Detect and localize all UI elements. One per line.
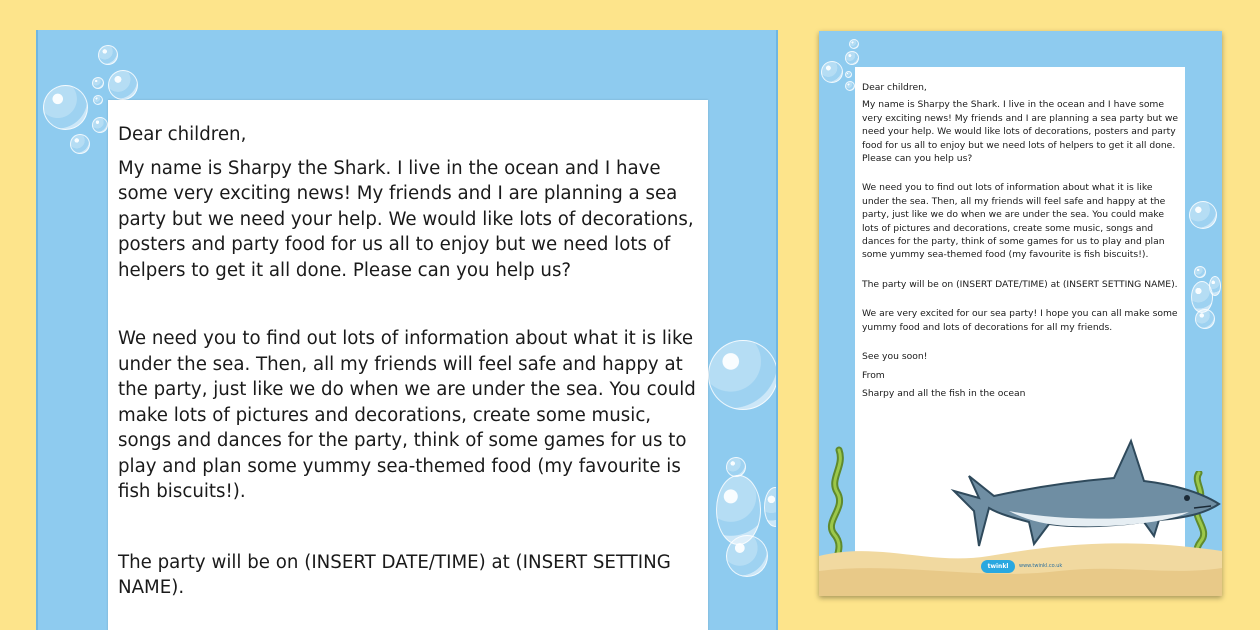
shark-icon <box>949 436 1222 566</box>
letter-paper-zoomed <box>108 100 708 630</box>
bubble-icon <box>92 117 108 133</box>
bubble-icon <box>845 71 852 78</box>
bubble-icon <box>1194 266 1206 278</box>
letter-body-zoomed <box>118 122 698 601</box>
letter-paragraph: My name is Sharpy the Shark. I live in the ocean and I have some very exciting news! My friends and I are planning a sea party but we need your help. We would like lots of decorations, posters and party food for us all to enjoy but we need lots of helpers to get it all done. Please can you help us? <box>118 157 694 281</box>
bubble-icon <box>845 51 859 65</box>
zoomed-letter-frame <box>36 30 778 630</box>
bubble-icon <box>70 134 90 154</box>
letter-greeting: Dear children, <box>862 82 927 93</box>
bubble-icon <box>1209 276 1221 296</box>
bubble-icon <box>708 340 778 410</box>
full-letter-page <box>819 31 1222 596</box>
letter-paragraph: My name is Sharpy the Shark. I live in the ocean and I have some very exciting news! My friends and I are planning a sea party but we need your help. We would like lots of decorations, posters and party food for us all to enjoy but we need lots of helpers to get it all done. Please can you help us? <box>862 99 1179 165</box>
bubble-icon <box>1189 201 1217 229</box>
bubble-icon <box>92 77 104 89</box>
letter-signature: Sharpy and all the fish in the ocean <box>862 387 1026 399</box>
letter-from: From <box>862 369 885 381</box>
letter-greeting: Dear children, <box>118 124 247 145</box>
letter-body-full <box>862 81 1180 400</box>
bubble-icon <box>1195 309 1215 329</box>
letter-paragraph: We need you to find out lots of information about what it is like under the sea. Then, all my friends will feel safe and happy at the party, just like we do when we are under the sea. You could make lots of pictures and decorations, create some music, songs and dances for the party, think of some games for us to play and plan some yummy sea-themed food (my favourite is fish biscuits!). <box>862 182 1166 261</box>
bubble-icon <box>845 81 855 91</box>
letter-paragraph: The party will be on (INSERT DATE/TIME) at (INSERT SETTING NAME). <box>862 278 1178 290</box>
letter-paragraph: We need you to find out lots of information about what it is like under the sea. Then, all my friends will feel safe and happy at the party, just like we do when we are under the sea. You could make lots of pictures and decorations, create some music, songs and dances for the party, think of some games for us to play and plan some yummy sea-themed food (my favourite is fish biscuits!). <box>118 328 696 502</box>
website-url: www.twinkl.co.uk <box>1019 563 1063 569</box>
bubble-icon <box>98 45 118 65</box>
letter-paragraph: The party will be on (INSERT DATE/TIME) at (INSERT SETTING NAME). <box>118 551 671 598</box>
bubble-icon <box>108 70 138 100</box>
letter-signoff: See you soon! <box>862 351 928 363</box>
twinkl-logo: twinkl <box>981 560 1015 573</box>
bubble-icon <box>43 85 88 130</box>
letter-paragraph: We are very excited for our sea party! I hope you can all make some yummy food and lots of decorations for all my friends. <box>862 308 1178 333</box>
bubble-icon <box>726 535 768 577</box>
bubble-icon <box>821 61 843 83</box>
bubble-icon <box>849 39 859 49</box>
bubble-icon <box>726 457 746 477</box>
bubble-icon <box>716 475 761 545</box>
bubble-icon <box>93 95 103 105</box>
bubble-icon <box>764 487 778 527</box>
